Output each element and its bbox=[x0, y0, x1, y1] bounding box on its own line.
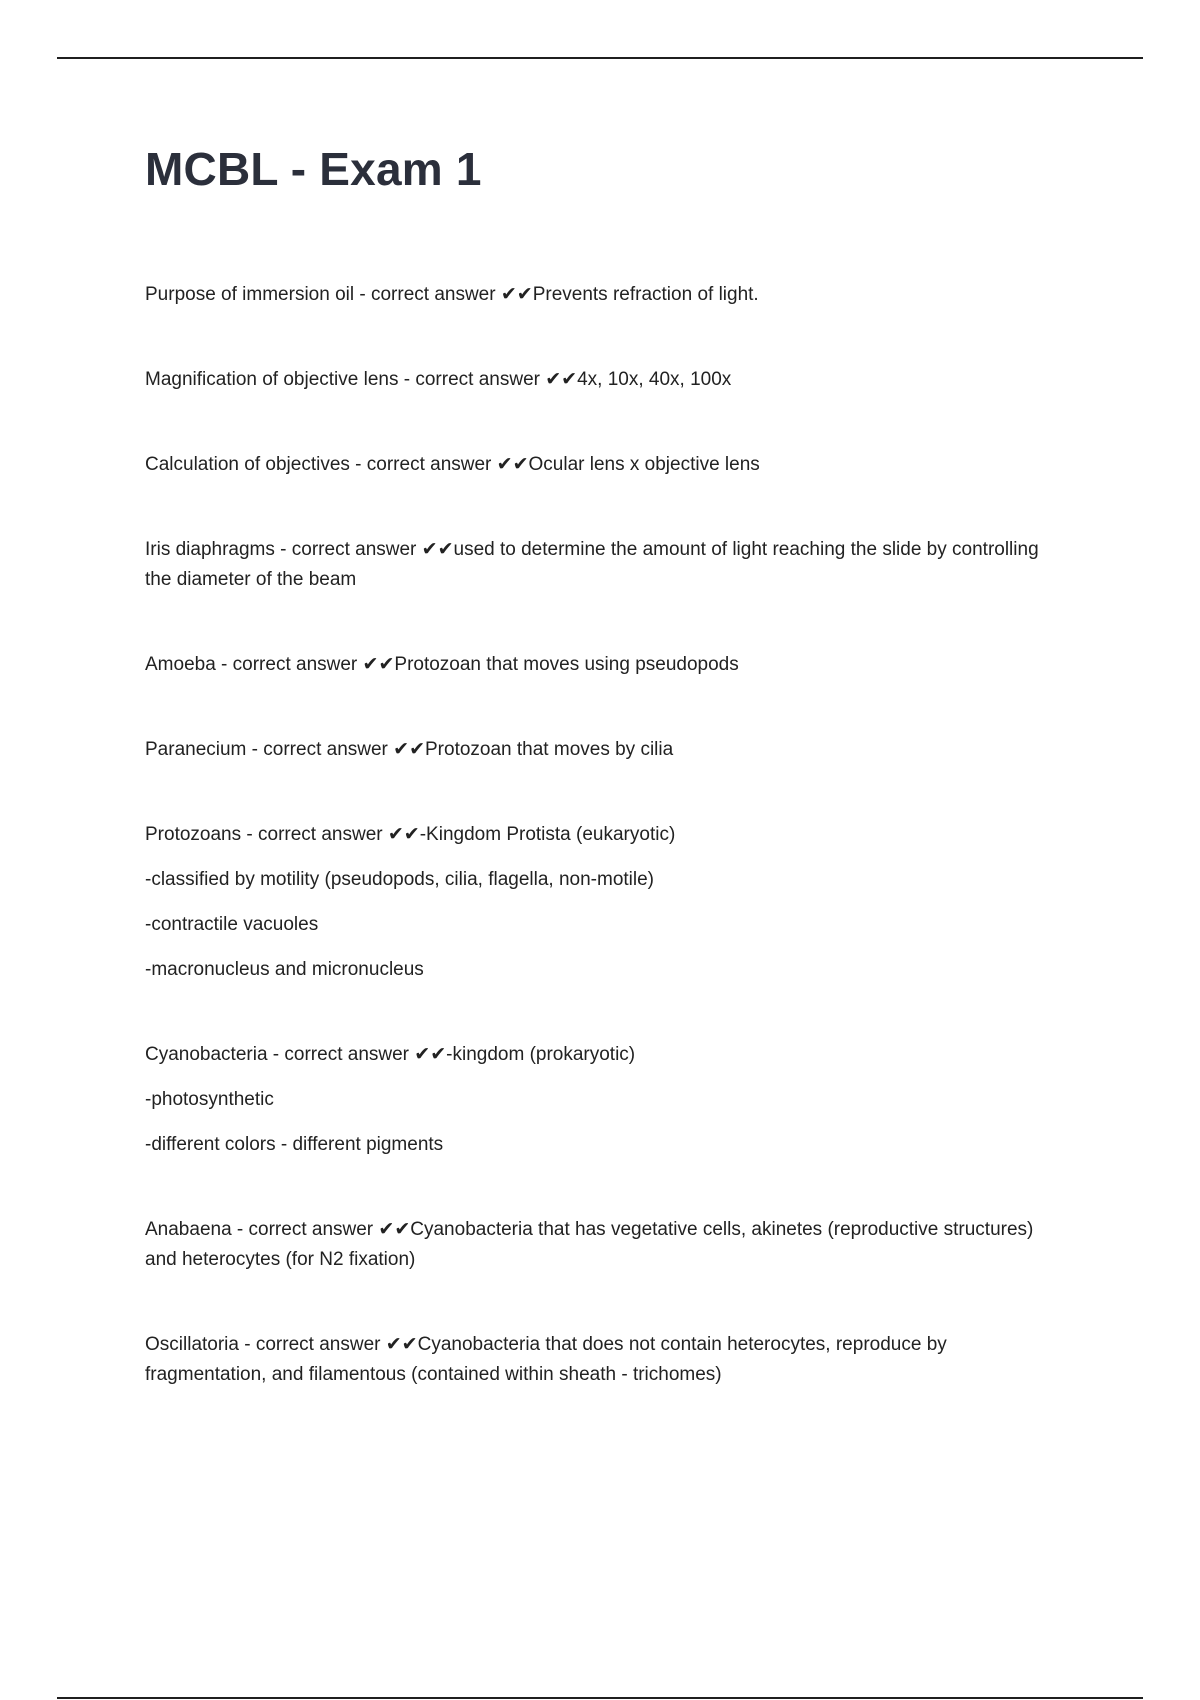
check-marks-icon: ✔✔ bbox=[378, 1219, 411, 1240]
qa-extra-line: -photosynthetic bbox=[145, 1089, 274, 1110]
qa-separator: - correct answer bbox=[215, 654, 363, 675]
qa-item bbox=[145, 280, 1045, 310]
qa-answer: Cyanobacteria that has vegetative cells, akinetes (reproductive structures) and heterocytes (for N2 fixation) bbox=[145, 1219, 1034, 1270]
qa-term: Anabaena bbox=[145, 1219, 232, 1240]
qa-separator: - correct answer bbox=[354, 284, 501, 305]
qa-line bbox=[145, 1330, 1045, 1390]
qa-term: Magnification of objective lens bbox=[145, 369, 399, 390]
qa-answer: Cyanobacteria that does not contain heterocytes, reproduce by fragmentation, and filamentous (contained within sheath - trichomes) bbox=[145, 1334, 947, 1385]
qa-extra-line: -macronucleus and micronucleus bbox=[145, 959, 424, 980]
check-marks-icon: ✔✔ bbox=[362, 654, 395, 675]
qa-line bbox=[145, 535, 1045, 595]
qa-answer: -kingdom (prokaryotic) bbox=[446, 1044, 636, 1065]
check-marks-icon: ✔✔ bbox=[421, 539, 454, 560]
qa-line bbox=[145, 1215, 1045, 1275]
qa-term: Paranecium bbox=[145, 739, 247, 760]
qa-separator: - correct answer bbox=[231, 1219, 379, 1240]
qa-separator: - correct answer bbox=[241, 824, 388, 845]
qa-answer: Protozoan that moves by cilia bbox=[425, 739, 674, 760]
qa-line bbox=[145, 735, 1045, 765]
qa-line bbox=[145, 650, 1045, 680]
qa-answer: used to determine the amount of light reaching the slide by controlling the diameter of the beam bbox=[145, 539, 1039, 590]
qa-answer: Ocular lens x objective lens bbox=[528, 454, 760, 475]
qa-item bbox=[145, 450, 1045, 480]
qa-line bbox=[145, 820, 1045, 850]
qa-item bbox=[145, 365, 1045, 395]
qa-separator: - correct answer bbox=[349, 454, 497, 475]
qa-item bbox=[145, 820, 1045, 985]
check-marks-icon: ✔✔ bbox=[385, 1334, 418, 1355]
qa-item bbox=[145, 535, 1045, 595]
qa-line bbox=[145, 1040, 1045, 1070]
qa-separator: - correct answer bbox=[398, 369, 546, 390]
qa-term: Cyanobacteria bbox=[145, 1044, 268, 1065]
qa-separator: - correct answer bbox=[274, 539, 422, 560]
top-rule bbox=[57, 57, 1143, 59]
bottom-rule bbox=[57, 1697, 1143, 1699]
qa-term: Purpose of immersion oil bbox=[145, 284, 355, 305]
qa-term: Iris diaphragms bbox=[145, 539, 275, 560]
qa-item bbox=[145, 1215, 1045, 1275]
check-marks-icon: ✔✔ bbox=[545, 369, 578, 390]
qa-item bbox=[145, 735, 1045, 765]
check-marks-icon: ✔✔ bbox=[387, 824, 420, 845]
qa-term: Amoeba bbox=[145, 654, 216, 675]
qa-term: Calculation of objectives bbox=[145, 454, 350, 475]
check-marks-icon: ✔✔ bbox=[500, 284, 533, 305]
qa-term: Oscillatoria bbox=[145, 1334, 239, 1355]
qa-extra-line: -classified by motility (pseudopods, cilia, flagella, non-motile) bbox=[145, 869, 655, 890]
qa-item bbox=[145, 1040, 1045, 1160]
check-marks-icon: ✔✔ bbox=[496, 454, 529, 475]
qa-answer: Protozoan that moves using pseudopods bbox=[394, 654, 739, 675]
qa-line bbox=[145, 365, 1045, 395]
qa-separator: - correct answer bbox=[267, 1044, 415, 1065]
check-marks-icon: ✔✔ bbox=[414, 1044, 447, 1065]
page-title: MCBL - Exam 1 bbox=[145, 143, 482, 195]
qa-answer: -Kingdom Protista (eukaryotic) bbox=[419, 824, 676, 845]
qa-extra-line: -different colors - different pigments bbox=[145, 1134, 444, 1155]
qa-line bbox=[145, 280, 1045, 310]
qa-answer: Prevents refraction of light. bbox=[532, 284, 759, 305]
qa-line bbox=[145, 450, 1045, 480]
qa-answer: 4x, 10x, 40x, 100x bbox=[577, 369, 732, 390]
qa-separator: - correct answer bbox=[246, 739, 394, 760]
qa-extra-line: -contractile vacuoles bbox=[145, 914, 319, 935]
qa-item bbox=[145, 1330, 1045, 1390]
qa-item bbox=[145, 650, 1045, 680]
document-body bbox=[145, 140, 1045, 1445]
qa-term: Protozoans bbox=[145, 824, 242, 845]
check-marks-icon: ✔✔ bbox=[393, 739, 425, 760]
qa-separator: - correct answer bbox=[238, 1334, 386, 1355]
